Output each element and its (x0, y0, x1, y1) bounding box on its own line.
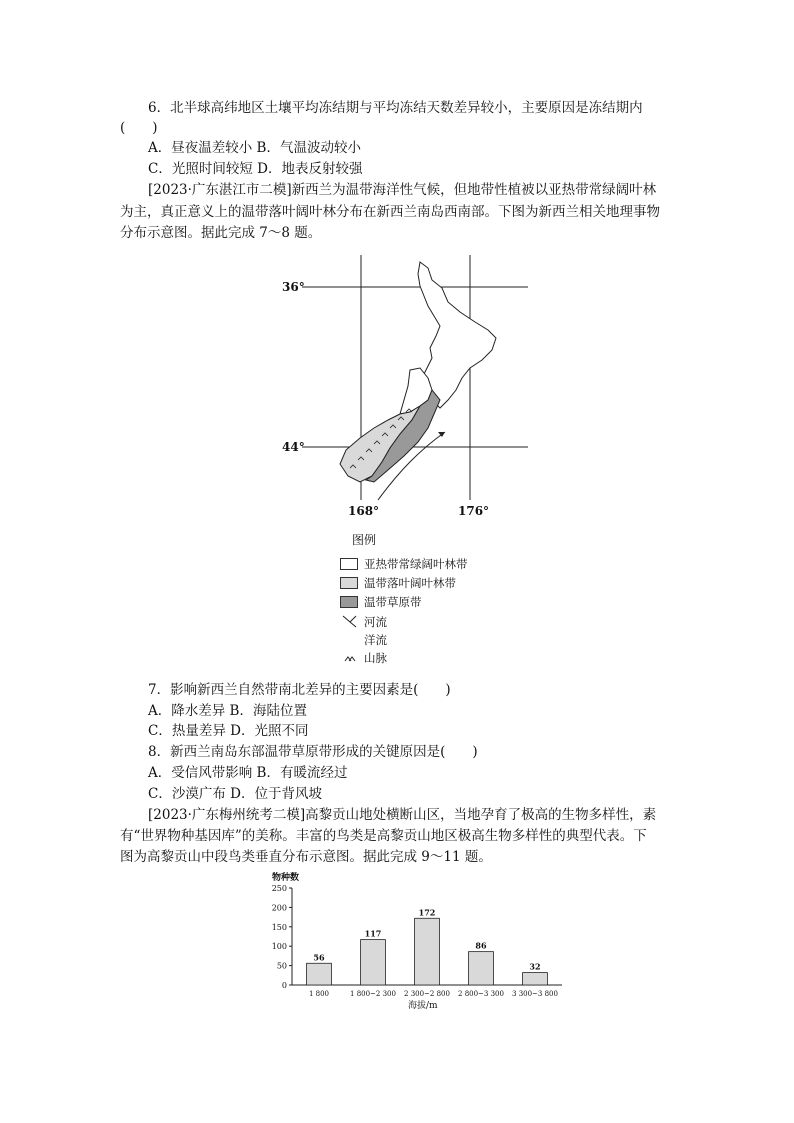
intro2-line1: [2023·广东梅州统考二模]高黎贡山地处横断山区，当地孕育了极高的生物多样性，素 (148, 807, 657, 823)
y-tick-label: 150 (271, 922, 287, 932)
intro1-line2: 为主，真正意义上的温带落叶阔叶林分布在新西兰南岛西南部。下图为新西兰相关地理事物 (120, 204, 660, 220)
legend-swatch (340, 577, 358, 589)
bar-value-label: 86 (475, 940, 487, 951)
q8-stem: 8．新西兰南岛东部温带草原带形成的关键原因是( ) (148, 744, 478, 760)
bar (415, 918, 440, 985)
q7-options-line2: C．热量差异 D．光照不同 (148, 723, 309, 739)
intro1-line3: 分布示意图。据此完成 7～8 题。 (120, 225, 322, 241)
q6-stem-line1: 6．北半球高纬地区土壤平均冻结期与平均冻结天数差异较小，主要原因是冻结期内 (148, 100, 643, 116)
y-tick-label: 250 (271, 884, 287, 893)
bar-value-label: 56 (313, 952, 325, 963)
legend-swatch (340, 596, 358, 608)
intro1-line1: [2023·广东湛江市二模]新西兰为温带海洋性气候，但地带性植被以亚热带常绿阔叶林 (148, 182, 657, 198)
lat-label-36: 36° (282, 280, 305, 294)
legend-swatch (340, 558, 358, 570)
x-tick-label: 1 800 (308, 990, 330, 998)
bar (307, 963, 332, 985)
y-tick-label: 200 (271, 903, 287, 913)
chart-xlabel: 海拔/m (408, 1001, 438, 1011)
intro2-line3: 图为高黎贡山中段鸟类垂直分布示意图。据此完成 9～11 题。 (120, 849, 492, 865)
x-tick-label: 1 800~2 300 (350, 990, 396, 998)
bird-species-bar-chart (262, 868, 572, 1013)
q8-options-line1: A．受信风带影响 B．有暖流经过 (148, 765, 348, 781)
mountain-icon (344, 653, 356, 663)
bar (361, 940, 386, 985)
x-tick-label: 2 800~3 300 (458, 990, 504, 998)
y-tick-label: 50 (276, 961, 287, 971)
new-zealand-map (270, 250, 540, 525)
lon-label-168: 168° (348, 504, 380, 518)
y-tick-label: 0 (281, 981, 287, 990)
q6-options-line1: A．昼夜温差较小 B．气温波动较小 (148, 140, 361, 156)
x-tick-label: 2 300~2 800 (404, 990, 450, 998)
y-tick-label: 100 (271, 942, 287, 952)
q7-options-line1: A．降水差异 B．海陆位置 (148, 703, 307, 719)
lon-label-176: 176° (458, 504, 490, 518)
bar-value-label: 117 (364, 928, 382, 939)
x-tick-label: 3 300~3 800 (512, 990, 558, 998)
q7-stem: 7．影响新西兰自然带南北差异的主要因素是( ) (148, 682, 451, 698)
bar (523, 973, 548, 985)
page: 6．北半球高纬地区土壤平均冻结期与平均冻结天数差异较小，主要原因是冻结期内 ( ) A．昼夜温差较小 B．气温波动较小 C．光照时间较短 D．地表反射较强 [2023·广东湛江市二模]新西兰为温带海洋性气候，但地带性植被以亚热带常绿阔叶林 为主，真正意义上的温带落叶阔叶林分布在新西兰南岛西南部。下图为新西兰相关地理事物 分布示意图。据此完成 7～8 题。 36° 44° 168° 176° 图例 亚热带常绿阔叶林带 温带落叶阔叶林带 温带草原带 河流 洋流 山脉 7．影响新西兰自然带南北差异的主要因素是( ) A．降水差异 B．海陆位置 C．热量差异 D．光照不同 8．新西兰南岛东部温带草原带形成的关键原因是( ) A．受信风带影响 B．有暖流经过 C．沙漠广布 D．位于背风坡 [2023·广东梅州统考二模]高黎贡山地处横断山区，当地孕育了极高的生物多样性，素 有“世界物种基因库”的美称。丰富的鸟类是高黎贡山地区极高生物多样性的典型代表。下 图为高黎贡山中段鸟类垂直分布示意图。据此完成 9～11 题。 物种数 0 50 100 150 200 250 56 1 800 117 1 800~2 300 172 2 300~2 800 86 2 800~3 300 32 3 300~3 800 海拔/m (120, 100, 660, 1011)
intro2-line2: 有“世界物种基因库”的美称。丰富的鸟类是高黎贡山地区极高生物多样性的典型代表。下 (120, 828, 647, 844)
bar (469, 952, 494, 985)
chart-ylabel: 物种数 (272, 873, 300, 883)
bar-value-label: 172 (418, 907, 436, 918)
q8-options-line2: C．沙漠广布 D．位于背风坡 (148, 786, 322, 802)
river-icon (342, 614, 358, 628)
lat-label-44: 44° (282, 440, 305, 454)
q6-options-line2: C．光照时间较短 D．地表反射较强 (148, 161, 363, 177)
bar-value-label: 32 (529, 961, 541, 972)
q6-stem-line2: ( ) (120, 120, 158, 136)
legend-title: 图例 (352, 533, 377, 547)
